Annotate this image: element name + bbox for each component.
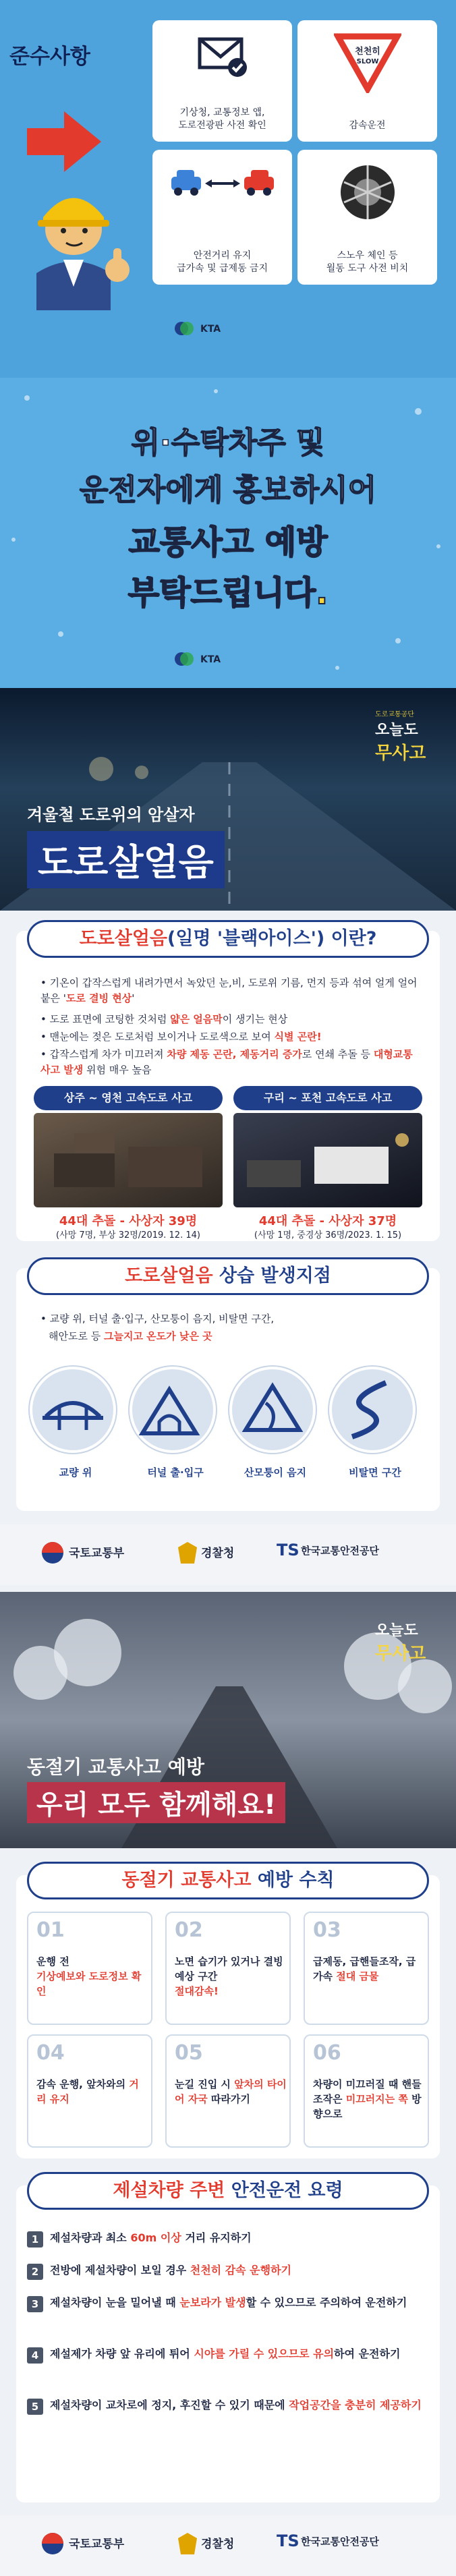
step-text-a: 전방에 제설차량이 보일 경우 bbox=[50, 2264, 190, 2277]
bullet-4-highlight-1: 차량 제동 곤란, 제동거리 증가 bbox=[167, 1048, 302, 1060]
card-snow-chain-line2: 월동 도구 사전 비치 bbox=[326, 263, 409, 275]
rule-card-01 bbox=[27, 1912, 152, 2025]
bullet-2: • 도로 표면에 코팅한 것처럼 얇은 얼음막이 생기는 현상 bbox=[40, 1013, 288, 1025]
case-2-casualty: 44대 추돌 - 사상자 37명 bbox=[258, 1214, 397, 1228]
rule-card-05 bbox=[165, 2034, 291, 2148]
step-highlight: 시야를 가릴 수 있으므로 유의 bbox=[194, 2347, 335, 2360]
bullet-3-highlight: 식별 곤란! bbox=[274, 1031, 322, 1043]
compliance-heading: 준수사항 bbox=[9, 45, 90, 69]
rules-title-rest: 예방 수칙 bbox=[251, 1870, 335, 1891]
rule-text bbox=[175, 2078, 287, 2107]
bullet-4-text: 갑작스럽게 차가 미끄러져 bbox=[49, 1048, 167, 1060]
spot-shade-circle bbox=[229, 1367, 316, 1453]
winter-title: 우리 모두 함께해요! bbox=[27, 1782, 285, 1823]
bullet-4-end: 위험 매우 높음 bbox=[83, 1064, 152, 1077]
rule-number: 06 bbox=[313, 2041, 341, 2065]
bridge-icon bbox=[32, 1369, 113, 1450]
badge-2-top-text: 오늘도 bbox=[375, 1622, 418, 1639]
rule-card-04 bbox=[27, 2034, 152, 2148]
step-text bbox=[50, 2295, 428, 2310]
rules-title bbox=[27, 1862, 429, 1899]
black-ice-subtitle: 겨울철 도로위의 암살자 bbox=[27, 805, 195, 824]
step-number: 5 bbox=[27, 2399, 43, 2415]
spot-bridge-circle bbox=[30, 1367, 116, 1453]
rule-number: 03 bbox=[313, 1918, 341, 1942]
black-ice-info-section bbox=[0, 911, 456, 1592]
logo-police: 경찰청 bbox=[201, 1547, 235, 1560]
bullet-1: • 기온이 갑작스럽게 내려가면서 녹았던 눈,비, 도로위 기름, 먼지 등과 섞여 얼게 얼어붙은 '도로 결빙 현상' bbox=[40, 977, 418, 1005]
rule-text-highlight: 절대감속! bbox=[175, 1984, 219, 1997]
rules-title-red: 동절기 교통사고 bbox=[121, 1870, 252, 1891]
logo-kotsa: 한국교통안전공단 bbox=[301, 1545, 379, 1557]
request-line4: 부탁드립니다. bbox=[127, 574, 329, 612]
rule-text-highlight: 앞차의 타이어 자국 bbox=[175, 2078, 287, 2105]
burnt-vehicles-image bbox=[34, 1113, 223, 1207]
hotspots-text-2-highlight: 그늘지고 온도가 낮은 곳 bbox=[104, 1330, 212, 1342]
spot-slope-circle bbox=[329, 1367, 416, 1453]
rule-text-a: 운행 전 bbox=[36, 1955, 69, 1968]
winding-road-icon bbox=[332, 1369, 413, 1450]
winter-banner bbox=[0, 1592, 456, 1848]
rule-text-b: 따라가기 bbox=[207, 2092, 250, 2105]
rule-number: 02 bbox=[175, 1918, 203, 1942]
bullet-4: • 갑작스럽게 차가 미끄러져 차량 제동 곤란, 제동거리 증가로 연쇄 추돌 등 대형교통사고 발생 위험 매우 높음 bbox=[40, 1048, 413, 1077]
police-logo-icon bbox=[177, 1541, 198, 1565]
card-safe-distance bbox=[152, 150, 292, 285]
step-text-a: 제설차량이 눈을 밀어낼 때 bbox=[50, 2296, 180, 2309]
rule-text-a: 감속 운행, 앞차와의 bbox=[36, 2078, 130, 2090]
hotspots-title-rest: 상습 발생지점 bbox=[212, 1265, 331, 1286]
kta-logo-icon bbox=[174, 652, 194, 666]
card-safe-distance-line1: 안전거리 유지 bbox=[193, 250, 252, 262]
step-highlight: 천천히 감속 운행하기 bbox=[190, 2264, 292, 2277]
police-logo-icon bbox=[177, 2531, 198, 2556]
black-ice-title: 도로살얼음 bbox=[27, 831, 225, 888]
rule-text bbox=[313, 1955, 425, 1984]
snow-chain-tire-icon bbox=[337, 162, 398, 223]
rule-text bbox=[313, 2078, 425, 2121]
what-is-black-ice-title bbox=[27, 920, 429, 958]
rule-text-highlight: 기상예보와 도로정보 확인 bbox=[36, 1970, 142, 1997]
case-2-detail: (사망 1명, 중경상 36명/2023. 1. 15) bbox=[254, 1230, 402, 1240]
spot-label-1: 교량 위 bbox=[59, 1466, 92, 1479]
case-1-detail: (사망 7명, 부상 32명/2019. 12. 14) bbox=[56, 1230, 200, 1240]
ts-logo-icon: TS bbox=[277, 2531, 300, 2550]
black-ice-banner bbox=[0, 688, 456, 911]
request-line2: 운전자에게 홍보하시어 bbox=[79, 473, 377, 507]
logo-police: 경찰청 bbox=[201, 2538, 235, 2551]
bullet-1-text: 기온이 갑작스럽게 내려가면서 녹았던 눈,비, 도로위 기름, 먼지 등과 섞여 얼게 얼어붙은 ' bbox=[40, 977, 418, 1005]
badge-top-text: 오늘도 bbox=[375, 722, 418, 739]
bullet-2-highlight: 얇은 얼음막 bbox=[170, 1013, 223, 1025]
rule-text bbox=[36, 2078, 148, 2107]
card-slow-down-label: 감속운전 bbox=[349, 120, 386, 132]
card-slow-down bbox=[297, 20, 437, 142]
rule-card-03 bbox=[304, 1912, 429, 2025]
hotspots-text-1-content: 교량 위, 터널 출·입구, 산모퉁이 음지, 비탈면 구간, bbox=[49, 1313, 275, 1325]
winter-subtitle: 동절기 교통사고 예방 bbox=[27, 1756, 204, 1778]
spot-label-2: 터널 출·입구 bbox=[147, 1466, 204, 1479]
card-check-info-line1: 기상청, 교통정보 앱, bbox=[179, 107, 265, 119]
card-snow-chain-line1: 스노우 체인 등 bbox=[337, 250, 398, 262]
bullet-4-mid: 로 연쇄 추돌 등 bbox=[302, 1048, 374, 1060]
rule-number: 05 bbox=[175, 2041, 203, 2065]
title-rest-part: (일명 '블랙아이스') 이란? bbox=[167, 928, 377, 949]
kta-logo-icon bbox=[174, 321, 194, 336]
snowplow-title-rest: 안전운전 요령 bbox=[225, 2180, 343, 2201]
tunnel-mountain-icon bbox=[132, 1369, 213, 1450]
step-text-b: 거리 유지하기 bbox=[181, 2231, 252, 2244]
step-highlight: 눈보라가 발생 bbox=[179, 2296, 246, 2309]
agency-logos-row-2 bbox=[0, 2515, 456, 2576]
case-1-photo bbox=[34, 1113, 223, 1207]
hotspots-text-2-content: 해안도로 등 bbox=[49, 1330, 104, 1342]
rule-card-06 bbox=[304, 2034, 429, 2148]
step-highlight: 작업공간을 충분히 제공하기 bbox=[289, 2399, 422, 2411]
badge-bottom-text: 무사고 bbox=[375, 743, 426, 764]
step-text-b: 하여 운전하기 bbox=[334, 2347, 401, 2360]
no-accident-badge bbox=[375, 708, 440, 762]
sign-text-ko: 천천히 bbox=[354, 47, 380, 57]
spot-tunnel-circle bbox=[130, 1367, 216, 1453]
step-text-b: 할 수 있으므로 주의하여 운전하기 bbox=[246, 2296, 407, 2309]
badge-2-bottom-text: 무사고 bbox=[375, 1644, 426, 1664]
step-text-a: 제설차량과 최소 bbox=[50, 2231, 131, 2244]
rule-text-highlight: 절대 금물 bbox=[336, 1970, 379, 1982]
step-number: 2 bbox=[27, 2264, 43, 2280]
request-section bbox=[0, 378, 456, 688]
card-check-info bbox=[152, 20, 292, 142]
card-safe-distance-line2: 급가속 및 급제동 금지 bbox=[176, 263, 268, 275]
case-1-title: 상주 ~ 영천 고속도로 사고 bbox=[34, 1086, 223, 1110]
snowplow-title-red: 제설차량 주변 bbox=[113, 2180, 225, 2201]
step-number: 3 bbox=[27, 2296, 43, 2312]
rule-number: 01 bbox=[36, 1918, 65, 1942]
card-check-info-line2: 도로전광판 사전 확인 bbox=[178, 120, 266, 132]
case-1-casualty: 44대 추돌 - 사상자 39명 bbox=[59, 1214, 198, 1228]
two-cars-distance-icon bbox=[169, 162, 277, 202]
rule-text-highlight: 미끄러지는 쪽 bbox=[345, 2092, 408, 2105]
case-2-photo bbox=[233, 1113, 422, 1207]
bullet-4-highlight-2: 대형교통사고 발생 bbox=[40, 1048, 413, 1077]
crashed-vehicles-image bbox=[233, 1113, 422, 1207]
step-text-a: 제설차량이 교차로에 정지, 후진할 수 있기 때문에 bbox=[50, 2399, 289, 2411]
card-snow-chain bbox=[297, 150, 437, 285]
rule-text-b: 방향으로 bbox=[313, 2092, 422, 2120]
request-line1: 위·수탁차주 및 bbox=[131, 426, 325, 460]
case-2-title: 구리 ~ 포천 고속도로 사고 bbox=[233, 1086, 422, 1110]
rule-text-a: 급제동, 급핸들조작, 급가속 bbox=[313, 1955, 416, 1982]
badge-small-text: 도로교통공단 bbox=[375, 711, 414, 718]
snowplow-title bbox=[27, 2172, 429, 2210]
slow-sign-icon bbox=[334, 32, 401, 93]
kta-logo-text: KTA bbox=[200, 324, 221, 335]
mountain-curve-icon bbox=[232, 1369, 313, 1450]
kta-logo-text: KTA bbox=[200, 654, 221, 665]
bullet-3-text: 맨눈에는 젖은 도로처럼 보이거나 도로색으로 보여 bbox=[49, 1031, 275, 1043]
agency-logos-row bbox=[0, 1524, 456, 1585]
step-number: 1 bbox=[27, 2231, 43, 2248]
rule-text-a: 노면 습기가 있거나 결빙 예상 구간 bbox=[175, 1955, 283, 1982]
logo-molit: 국토교통부 bbox=[69, 1547, 125, 1560]
rule-text-a: 눈길 진입 시 bbox=[175, 2078, 235, 2090]
rule-text bbox=[36, 1955, 148, 1999]
request-line3: 교통사고 예방 bbox=[128, 523, 328, 561]
envelope-check-icon bbox=[196, 32, 250, 80]
rule-number: 04 bbox=[36, 2041, 65, 2065]
ts-logo-icon: TS bbox=[277, 1541, 300, 1559]
bullet-3: • 맨눈에는 젖은 도로처럼 보이거나 도로색으로 보여 식별 곤란! bbox=[40, 1031, 322, 1043]
hotspots-text-1: • 교량 위, 터널 출·입구, 산모퉁이 음지, 비탈면 구간, bbox=[40, 1313, 275, 1325]
winter-rules-section bbox=[0, 1848, 456, 2576]
title-red-part: 도로살얼음 bbox=[79, 928, 167, 949]
rule-text-a: 차량이 미끄러질 때 핸들 조작은 bbox=[313, 2078, 422, 2105]
step-number: 4 bbox=[27, 2347, 43, 2364]
logo-molit: 국토교통부 bbox=[69, 2538, 125, 2551]
hotspots-text-2 bbox=[49, 1329, 426, 1344]
bullet-1-end: ' bbox=[132, 992, 135, 1005]
bullet-2-text: 도로 표면에 코팅한 것처럼 bbox=[49, 1013, 171, 1025]
no-accident-badge-2 bbox=[375, 1619, 440, 1673]
step-text-a: 제설제가 차량 앞 유리에 튀어 bbox=[50, 2347, 194, 2360]
molit-logo-icon bbox=[40, 2531, 65, 2556]
red-arrow-icon bbox=[27, 111, 101, 172]
rule-card-02 bbox=[165, 1912, 291, 2025]
hotspots-title bbox=[27, 1257, 429, 1295]
step-text bbox=[50, 2346, 428, 2362]
step-text bbox=[50, 2397, 428, 2413]
rule-text bbox=[175, 1955, 287, 1999]
rule-text-highlight: 거리 유지 bbox=[36, 2078, 139, 2105]
sign-text-en: SLOW bbox=[356, 58, 378, 65]
spot-label-3: 산모퉁이 음지 bbox=[244, 1466, 307, 1479]
bullet-1-highlight: 도로 결빙 현상 bbox=[65, 992, 132, 1005]
logo-kotsa: 한국교통안전공단 bbox=[301, 2536, 379, 2548]
step-highlight: 60m 이상 bbox=[130, 2231, 181, 2244]
step-text bbox=[50, 2230, 428, 2245]
step-text bbox=[50, 2262, 428, 2278]
spot-label-4: 비탈면 구간 bbox=[349, 1466, 401, 1479]
worker-thumbs-up-illustration bbox=[9, 175, 144, 310]
hotspots-title-red: 도로살얼음 bbox=[125, 1265, 213, 1286]
compliance-section bbox=[0, 0, 456, 378]
molit-logo-icon bbox=[40, 1541, 65, 1565]
bullet-2-end: 이 생기는 현상 bbox=[222, 1013, 288, 1025]
